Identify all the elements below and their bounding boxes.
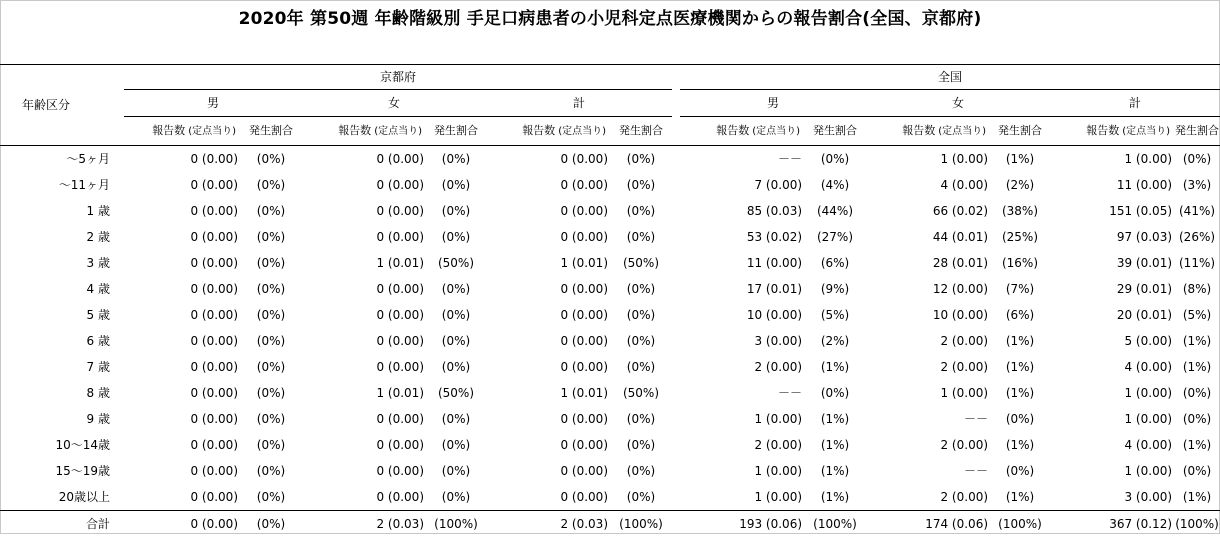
count-cell: 0 (0.00) [302, 302, 426, 328]
count-cell: 151 (0.05) [1050, 198, 1174, 224]
region-gap-cell [672, 380, 680, 406]
count-cell: －－ [680, 380, 804, 406]
rate-cell: (0%) [804, 146, 866, 173]
region-gap-cell [672, 458, 680, 484]
report-table [0, 64, 1220, 537]
col-header-per-label: (定点当り) [558, 126, 606, 137]
rate-cell: (0%) [240, 406, 302, 432]
count-cell: 0 (0.00) [486, 354, 610, 380]
count-cell: 66 (0.02) [866, 198, 990, 224]
rate-cell: (0%) [426, 328, 486, 354]
count-cell: 0 (0.00) [302, 406, 426, 432]
count-cell: 1 (0.01) [486, 380, 610, 406]
sex-header-kyoto-male: 男 [124, 90, 302, 117]
count-cell: 0 (0.00) [124, 328, 240, 354]
col-header-per-label: (定点当り) [188, 126, 236, 137]
col-header-count-kyoto-total [486, 117, 610, 146]
age-cell: ～5ヶ月 [0, 146, 124, 173]
age-cell: 15～19歳 [0, 458, 124, 484]
count-cell: －－ [866, 458, 990, 484]
table-body [0, 146, 1220, 537]
region-gap-cell [672, 432, 680, 458]
count-cell: 4 (0.00) [866, 172, 990, 198]
rate-cell: (100%) [1174, 511, 1220, 537]
age-cell: ～11ヶ月 [0, 172, 124, 198]
count-cell: 0 (0.00) [124, 380, 240, 406]
count-cell: 0 (0.00) [302, 432, 426, 458]
count-cell: 0 (0.00) [124, 484, 240, 511]
rate-cell: (0%) [240, 458, 302, 484]
count-cell: 0 (0.00) [302, 276, 426, 302]
rate-cell: (0%) [240, 380, 302, 406]
rate-cell: (41%) [1174, 198, 1220, 224]
rate-cell: (1%) [990, 432, 1050, 458]
count-cell: 0 (0.00) [124, 406, 240, 432]
count-cell: 0 (0.00) [486, 146, 610, 173]
rate-cell: (0%) [426, 302, 486, 328]
rate-cell: (11%) [1174, 250, 1220, 276]
table-row [0, 224, 1220, 250]
count-cell: 1 (0.00) [680, 458, 804, 484]
table-row [0, 276, 1220, 302]
count-cell: 1 (0.00) [1050, 406, 1174, 432]
count-cell: 10 (0.00) [680, 302, 804, 328]
count-cell: 0 (0.00) [486, 406, 610, 432]
col-header-per-label: (定点当り) [752, 126, 800, 137]
count-cell: 53 (0.02) [680, 224, 804, 250]
rate-cell: (0%) [240, 484, 302, 511]
rate-cell: (4%) [804, 172, 866, 198]
rate-cell: (0%) [610, 302, 672, 328]
table-row [0, 328, 1220, 354]
rate-cell: (50%) [610, 380, 672, 406]
page-title: 2020年 第50週 年齢階級別 手足口病患者の小児科定点医療機関からの報告割合(全国、京都府) [0, 4, 1220, 29]
count-cell: 2 (0.00) [680, 432, 804, 458]
count-cell: 0 (0.00) [486, 484, 610, 511]
col-header-count-kyoto-female [302, 117, 426, 146]
rate-cell: (1%) [804, 354, 866, 380]
region-header-kyoto: 京都府 [124, 65, 672, 90]
count-cell: 0 (0.00) [124, 146, 240, 173]
count-cell: 2 (0.00) [866, 328, 990, 354]
age-cell: 9 歳 [0, 406, 124, 432]
rate-cell: (0%) [240, 302, 302, 328]
col-header-count-label: 報告数 [338, 124, 371, 137]
region-gap-cell [672, 250, 680, 276]
sex-header-national-total: 計 [1050, 90, 1220, 117]
rate-cell: (0%) [426, 224, 486, 250]
count-cell: 3 (0.00) [680, 328, 804, 354]
rate-cell: (0%) [240, 224, 302, 250]
region-gap-cell [672, 172, 680, 198]
count-cell: 0 (0.00) [124, 432, 240, 458]
region-header-national: 全国 [680, 65, 1220, 90]
age-cell: 10～14歳 [0, 432, 124, 458]
count-cell: 1 (0.01) [302, 380, 426, 406]
count-cell: 29 (0.01) [1050, 276, 1174, 302]
count-cell: 0 (0.00) [302, 146, 426, 173]
count-cell: 2 (0.00) [866, 484, 990, 511]
rate-cell: (0%) [240, 250, 302, 276]
col-header-per-label: (定点当り) [374, 126, 422, 137]
count-cell: 0 (0.00) [124, 276, 240, 302]
rate-cell: (0%) [426, 146, 486, 173]
count-cell: 1 (0.00) [680, 406, 804, 432]
count-cell: 174 (0.06) [866, 511, 990, 537]
rate-cell: (16%) [990, 250, 1050, 276]
rate-cell: (0%) [610, 406, 672, 432]
rate-cell: (100%) [990, 511, 1050, 537]
rate-cell: (6%) [804, 250, 866, 276]
rate-cell: (2%) [804, 328, 866, 354]
count-cell: 1 (0.00) [680, 484, 804, 511]
count-cell: 39 (0.01) [1050, 250, 1174, 276]
rate-cell: (0%) [426, 458, 486, 484]
region-gap-cell [672, 302, 680, 328]
col-header-count-label: 報告数 [1086, 124, 1119, 137]
col-header-rate-national-male: 発生割合 [804, 117, 866, 146]
count-cell: 4 (0.00) [1050, 432, 1174, 458]
count-cell: 0 (0.00) [124, 172, 240, 198]
rate-cell: (100%) [804, 511, 866, 537]
count-cell: 0 (0.00) [486, 302, 610, 328]
rate-cell: (0%) [240, 354, 302, 380]
count-cell: 0 (0.00) [302, 354, 426, 380]
table-row [0, 302, 1220, 328]
count-cell: 0 (0.00) [124, 458, 240, 484]
rate-cell: (7%) [990, 276, 1050, 302]
count-cell: 367 (0.12) [1050, 511, 1174, 537]
sex-header-kyoto-total: 計 [486, 90, 672, 117]
count-cell: 2 (0.03) [486, 511, 610, 537]
sex-header-national-male: 男 [680, 90, 866, 117]
count-cell: 5 (0.00) [1050, 328, 1174, 354]
count-cell: 0 (0.00) [124, 354, 240, 380]
count-cell: 0 (0.00) [124, 302, 240, 328]
count-cell: 0 (0.00) [486, 224, 610, 250]
rate-cell: (0%) [240, 276, 302, 302]
count-cell: 20 (0.01) [1050, 302, 1174, 328]
count-cell: 2 (0.03) [302, 511, 426, 537]
count-cell: 17 (0.01) [680, 276, 804, 302]
col-header-per-label: (定点当り) [1122, 126, 1170, 137]
rate-cell: (0%) [1174, 146, 1220, 173]
rate-cell: (0%) [240, 198, 302, 224]
rate-cell: (0%) [240, 328, 302, 354]
rate-cell: (0%) [610, 354, 672, 380]
count-cell: 0 (0.00) [124, 511, 240, 537]
count-cell: 12 (0.00) [866, 276, 990, 302]
count-cell: 2 (0.00) [680, 354, 804, 380]
rate-cell: (26%) [1174, 224, 1220, 250]
col-header-rate-kyoto-male: 発生割合 [240, 117, 302, 146]
count-cell: 0 (0.00) [486, 328, 610, 354]
rate-cell: (1%) [804, 432, 866, 458]
table-row [0, 198, 1220, 224]
rate-cell: (0%) [610, 224, 672, 250]
rate-cell: (3%) [1174, 172, 1220, 198]
sex-header-national-female: 女 [866, 90, 1050, 117]
region-gap-cell [672, 146, 680, 173]
rate-cell: (50%) [610, 250, 672, 276]
rate-cell: (1%) [804, 484, 866, 511]
col-header-count-national-female [866, 117, 990, 146]
region-gap-cell [672, 406, 680, 432]
count-cell: －－ [680, 146, 804, 173]
rate-cell: (0%) [426, 432, 486, 458]
age-cell: 7 歳 [0, 354, 124, 380]
sex-header-kyoto-female: 女 [302, 90, 486, 117]
count-cell: 28 (0.01) [866, 250, 990, 276]
table-row [0, 354, 1220, 380]
count-cell: 7 (0.00) [680, 172, 804, 198]
rate-cell: (0%) [610, 198, 672, 224]
age-cell: 8 歳 [0, 380, 124, 406]
rate-cell: (0%) [426, 276, 486, 302]
rate-cell: (1%) [990, 380, 1050, 406]
count-cell: 1 (0.01) [302, 250, 426, 276]
age-cell: 5 歳 [0, 302, 124, 328]
count-cell: 1 (0.00) [866, 380, 990, 406]
rate-cell: (0%) [426, 354, 486, 380]
region-gap-cell [672, 328, 680, 354]
col-header-count-kyoto-male [124, 117, 240, 146]
table-row [0, 380, 1220, 406]
count-cell: 0 (0.00) [486, 458, 610, 484]
col-header-count-label: 報告数 [902, 124, 935, 137]
count-cell: 1 (0.00) [1050, 146, 1174, 173]
region-gap-cell [672, 224, 680, 250]
rate-cell: (1%) [990, 484, 1050, 511]
count-cell: 0 (0.00) [486, 198, 610, 224]
count-cell: 97 (0.03) [1050, 224, 1174, 250]
rate-cell: (1%) [990, 146, 1050, 173]
count-cell: 10 (0.00) [866, 302, 990, 328]
rate-cell: (0%) [990, 406, 1050, 432]
rate-cell: (1%) [804, 458, 866, 484]
count-cell: 4 (0.00) [1050, 354, 1174, 380]
col-header-count-label: 報告数 [522, 124, 555, 137]
rate-cell: (1%) [1174, 328, 1220, 354]
rate-cell: (0%) [990, 458, 1050, 484]
sex-header-gap [672, 90, 680, 117]
rate-cell: (2%) [990, 172, 1050, 198]
rate-cell: (0%) [610, 484, 672, 511]
count-cell: 0 (0.00) [486, 172, 610, 198]
region-gap-cell [672, 511, 680, 537]
count-cell: 0 (0.00) [302, 328, 426, 354]
rate-cell: (6%) [990, 302, 1050, 328]
region-gap [672, 65, 680, 90]
rate-cell: (100%) [610, 511, 672, 537]
region-gap-cell [672, 198, 680, 224]
count-cell: 0 (0.00) [302, 224, 426, 250]
rate-cell: (38%) [990, 198, 1050, 224]
col-header-count-label: 報告数 [716, 124, 749, 137]
count-cell: 11 (0.00) [1050, 172, 1174, 198]
region-gap-cell [672, 484, 680, 511]
rate-cell: (0%) [610, 458, 672, 484]
table-row [0, 146, 1220, 173]
age-cell: 2 歳 [0, 224, 124, 250]
rate-cell: (0%) [240, 432, 302, 458]
rate-cell: (0%) [1174, 380, 1220, 406]
count-cell: 44 (0.01) [866, 224, 990, 250]
count-cell: 0 (0.00) [302, 458, 426, 484]
age-cell: 合計 [0, 511, 124, 537]
rate-cell: (1%) [804, 406, 866, 432]
table-row [0, 406, 1220, 432]
count-cell: 193 (0.06) [680, 511, 804, 537]
col-header-rate-kyoto-female: 発生割合 [426, 117, 486, 146]
rate-cell: (9%) [804, 276, 866, 302]
count-cell: 0 (0.00) [124, 250, 240, 276]
col-header-rate-national-female: 発生割合 [990, 117, 1050, 146]
rate-cell: (50%) [426, 380, 486, 406]
count-cell: 0 (0.00) [124, 198, 240, 224]
count-cell: 0 (0.00) [124, 224, 240, 250]
rate-cell: (5%) [804, 302, 866, 328]
count-cell: 0 (0.00) [486, 432, 610, 458]
age-cell: 6 歳 [0, 328, 124, 354]
rate-cell: (0%) [426, 198, 486, 224]
rate-cell: (1%) [990, 328, 1050, 354]
rate-cell: (25%) [990, 224, 1050, 250]
total-row [0, 511, 1220, 537]
age-cell: 3 歳 [0, 250, 124, 276]
count-cell: 2 (0.00) [866, 432, 990, 458]
rate-cell: (1%) [990, 354, 1050, 380]
table-row [0, 172, 1220, 198]
rate-cell: (0%) [610, 276, 672, 302]
table-row [0, 484, 1220, 511]
rate-cell: (0%) [610, 432, 672, 458]
count-cell: 0 (0.00) [302, 484, 426, 511]
count-cell: 3 (0.00) [1050, 484, 1174, 511]
region-gap-cell [672, 276, 680, 302]
count-cell: －－ [866, 406, 990, 432]
rate-cell: (1%) [1174, 354, 1220, 380]
count-cell: 1 (0.00) [866, 146, 990, 173]
rate-cell: (0%) [240, 172, 302, 198]
region-gap-cell [672, 354, 680, 380]
col-header-rate-kyoto-total: 発生割合 [610, 117, 672, 146]
count-cell: 0 (0.00) [302, 172, 426, 198]
table-row [0, 458, 1220, 484]
count-cell: 1 (0.01) [486, 250, 610, 276]
rate-cell: (0%) [610, 172, 672, 198]
rate-cell: (0%) [426, 406, 486, 432]
rate-cell: (27%) [804, 224, 866, 250]
count-cell: 11 (0.00) [680, 250, 804, 276]
age-column-header: 年齢区分 [0, 65, 124, 146]
count-cell: 0 (0.00) [302, 198, 426, 224]
rate-cell: (0%) [1174, 458, 1220, 484]
rate-cell: (1%) [1174, 432, 1220, 458]
col-header-count-national-male [680, 117, 804, 146]
rate-cell: (8%) [1174, 276, 1220, 302]
count-cell: 2 (0.00) [866, 354, 990, 380]
col-header-rate-national-total: 発生割合 [1174, 117, 1220, 146]
rate-cell: (0%) [610, 146, 672, 173]
rate-cell: (0%) [426, 484, 486, 511]
count-cell: 0 (0.00) [486, 276, 610, 302]
col-header-count-label: 報告数 [152, 124, 185, 137]
rate-cell: (0%) [240, 511, 302, 537]
rate-cell: (0%) [804, 380, 866, 406]
count-cell: 1 (0.00) [1050, 380, 1174, 406]
col-header-gap [672, 117, 680, 146]
rate-cell: (0%) [610, 328, 672, 354]
rate-cell: (1%) [1174, 484, 1220, 511]
rate-cell: (0%) [240, 146, 302, 173]
table-row [0, 432, 1220, 458]
count-cell: 85 (0.03) [680, 198, 804, 224]
col-header-count-national-total [1050, 117, 1174, 146]
count-cell: 1 (0.00) [1050, 458, 1174, 484]
table-row [0, 250, 1220, 276]
rate-cell: (50%) [426, 250, 486, 276]
rate-cell: (100%) [426, 511, 486, 537]
col-header-per-label: (定点当り) [938, 126, 986, 137]
age-cell: 20歳以上 [0, 484, 124, 511]
age-cell: 1 歳 [0, 198, 124, 224]
rate-cell: (0%) [426, 172, 486, 198]
rate-cell: (0%) [1174, 406, 1220, 432]
rate-cell: (44%) [804, 198, 866, 224]
rate-cell: (5%) [1174, 302, 1220, 328]
age-cell: 4 歳 [0, 276, 124, 302]
